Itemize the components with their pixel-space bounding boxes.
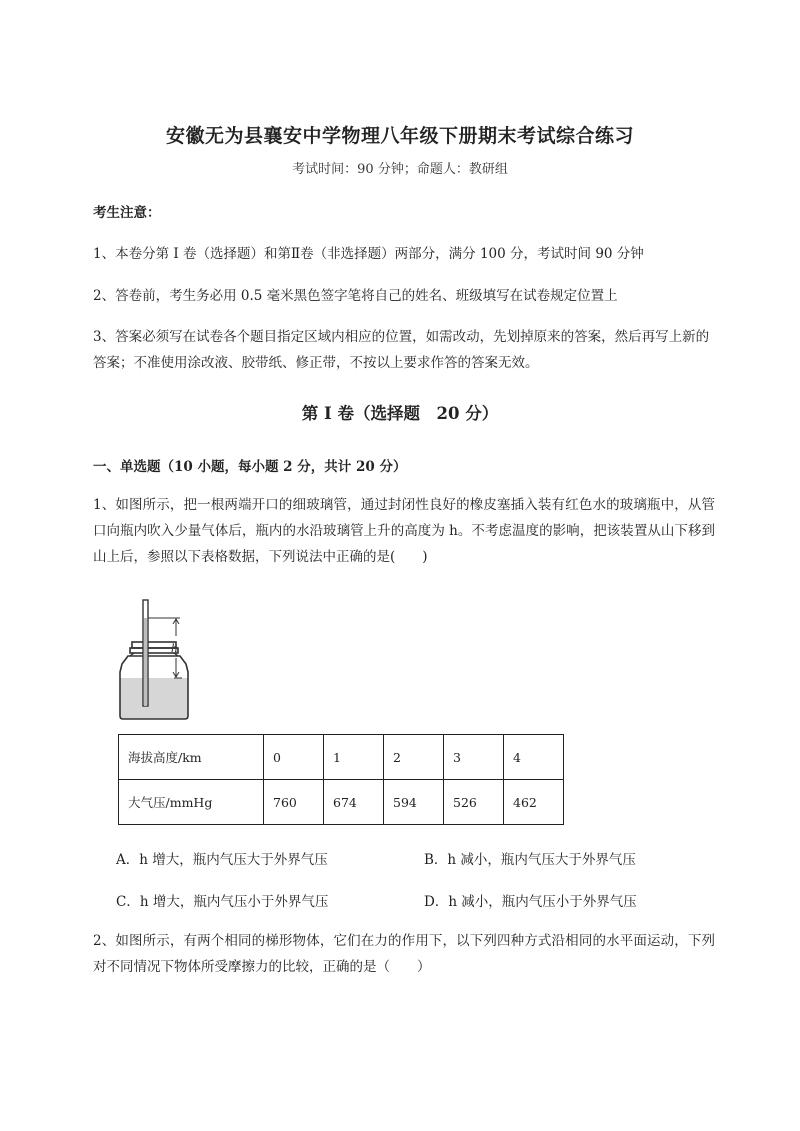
table-cell: 674 xyxy=(324,780,384,825)
bottle-figure xyxy=(110,598,200,722)
table-cell: 海拔高度/km xyxy=(119,735,264,780)
table-cell: 1 xyxy=(324,735,384,780)
notice-heading: 考生注意： xyxy=(93,205,161,221)
question-2-text: 2、如图所示，有两个相同的梯形物体，它们在力的作用下，以下列四种方式沿相同的水平面运动，下列对不同情况下物体所受摩擦力的比较，正确的是（ ） xyxy=(93,933,715,975)
h-label: h xyxy=(171,640,178,655)
table-cell: 0 xyxy=(264,735,324,780)
question-1-text: 1、如图所示，把一根两端开口的细玻璃管，通过封闭性良好的橡皮塞插入装有红色水的玻璃瓶中，从管口向瓶内吹入少量气体后，瓶内的水沿玻璃管上升的高度为 h。不考虑温度的影响，把该装置从山下移到山上后，参照以下表格数据，下列说法中正确的是( ) xyxy=(93,497,715,565)
table-cell: 462 xyxy=(504,780,564,825)
option-c: C．h 增大，瓶内气压小于外界气压 xyxy=(116,894,329,910)
notice-item-1: 1、本卷分第 I 卷（选择题）和第Ⅱ卷（非选择题）两部分，满分 100 分，考试时间 90 分钟 xyxy=(93,246,644,262)
notice-item-2: 2、答卷前，考生务必用 0.5 毫米黑色签字笔将自己的姓名、班级填写在试卷规定位置上 xyxy=(93,288,618,304)
option-a: A．h 增大，瓶内气压大于外界气压 xyxy=(116,852,328,868)
section-title: 第 I 卷（选择题 20 分） xyxy=(301,404,499,423)
table-row xyxy=(119,780,564,825)
option-d: D．h 减小，瓶内气压小于外界气压 xyxy=(424,894,637,910)
table-cell: 594 xyxy=(384,780,444,825)
table-cell: 526 xyxy=(444,780,504,825)
table-cell: 760 xyxy=(264,780,324,825)
page-title: 安徽无为县襄安中学物理八年级下册期末考试综合练习 xyxy=(165,125,634,147)
question-type-heading: 一、单选题（10 小题，每小题 2 分，共计 20 分） xyxy=(93,459,407,475)
notice-item-3: 3、答案必须写在试卷各个题目指定区域内相应的位置，如需改动，先划掉原来的答案，然后再写上新的答案；不准使用涂改液、胶带纸、修正带，不按以上要求作答的答案无效。 xyxy=(93,329,710,371)
table-cell: 4 xyxy=(504,735,564,780)
altitude-pressure-table xyxy=(118,734,564,825)
table-cell: 2 xyxy=(384,735,444,780)
option-b: B．h 减小，瓶内气压大于外界气压 xyxy=(424,852,636,868)
table-cell: 大气压/mmHg xyxy=(119,780,264,825)
table-row xyxy=(119,735,564,780)
exam-info: 考试时间：90 分钟；命题人：教研组 xyxy=(292,162,508,177)
table-cell: 3 xyxy=(444,735,504,780)
